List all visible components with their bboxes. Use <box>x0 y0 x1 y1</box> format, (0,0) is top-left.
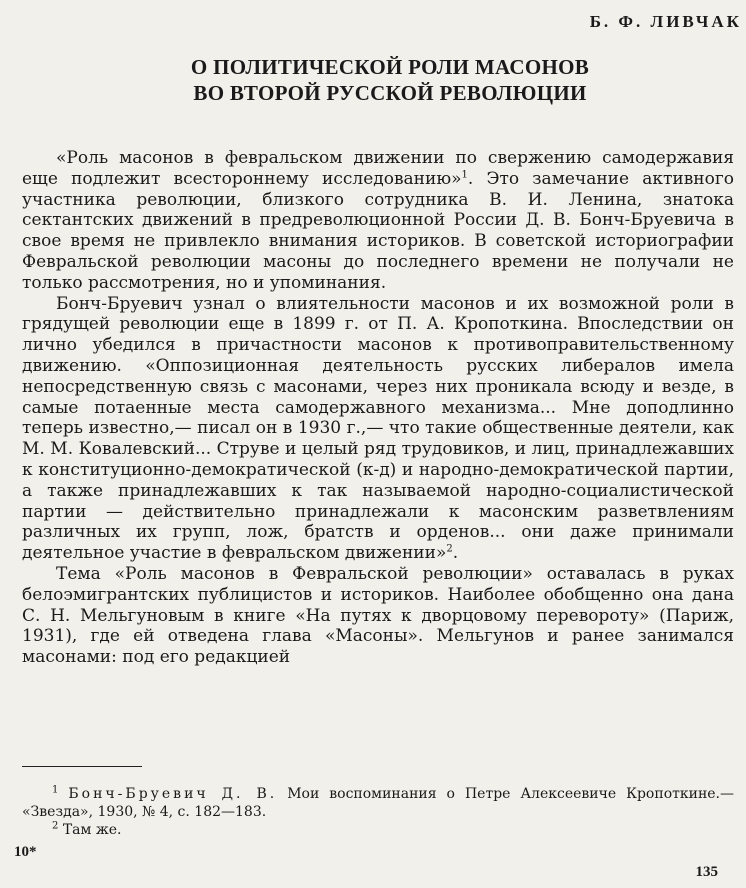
footnote-2-text: Там же. <box>58 822 122 838</box>
footnotes <box>22 785 734 839</box>
footnote-1-author: Бонч-Бруевич Д. В. <box>68 786 278 802</box>
paragraph-3: Тема «Роль масонов в Февральской революции» оставалась в руках белоэмигрантских публицистов и историков. Наиболее обобщенно она дана С. Н. Мельгуновым в книге «На путях к дворцовому перевороту» (Париж, 1931), где ей отведена глава «Масоны». Мельгунов и ранее занимался масонами: под его редакцией <box>22 563 734 668</box>
footnote-ref-2: 2 <box>446 543 453 555</box>
title-line-1: О ПОЛИТИЧЕСКОЙ РОЛИ МАСОНОВ <box>190 55 590 79</box>
footnote-2-number: 2 <box>52 820 59 832</box>
article-title <box>150 54 630 106</box>
footnote-2 <box>22 821 734 839</box>
footnote-1-text: Мои воспоминания о Петре Алексеевиче Кропоткине.— «Звезда», 1930, № 4, с. 182—183. <box>22 786 735 820</box>
author-name: Б. Ф. ЛИВЧАК <box>589 12 742 31</box>
paragraph-2-end: . <box>452 543 459 564</box>
page-number: 135 <box>695 864 718 880</box>
printer-signature: 10* <box>14 844 37 860</box>
paragraph-2-text: Бонч-Бруевич узнал о влиятельности масонов и их возможной роли в грядущей революции еще в 1899 г. от П. А. Кропоткина. Впоследствии он лично убедился в причастности масонов к противоправительственному движению. «Оппозиционная деятельность русских либералов имела непосредственную связь с масонами, через них проникала всюду и везде, в самые потаенные места самодержавного механизма... Мне доподлинно теперь известно,— писал он в 1930 г.,— что такие общественные деятели, как М. М. Ковалевский... Струве и целый ряд трудовиков, и лиц, принадлежавших к конституционно-демократической (к-д) и народно-демократической партии, а также принадлежавших к так называемой народно-социалистической партии — действительно принадлежали к масонским разветвлениям различных их групп, лож, братств и орденов... они даже принимали деятельное участие в февральском движении» <box>22 293 734 564</box>
footnote-1 <box>22 785 734 821</box>
footnote-ref-1: 1 <box>461 169 468 181</box>
footnote-1-number: 1 <box>52 784 59 796</box>
paragraph-1 <box>22 148 734 294</box>
paragraph-1-text: «Роль масонов в февральском движении по свержению самодержавия еще подлежит всестороннему исследованию» <box>22 148 734 189</box>
paragraph-2 <box>22 294 734 564</box>
footnote-divider <box>22 766 142 767</box>
paragraph-1-rest: . Это замечание активного участника революции, близкого сотрудника В. И. Ленина, знатока сектантских движений в предреволюционной России Д. В. Бонч-Бруевича в свое время не привлекло внимания историков. В советской историографии Февральской революции масоны до последнего времени не получали не только рассмотрения, но и упоминания. <box>22 168 734 293</box>
article-body <box>22 148 734 668</box>
title-line-2: ВО ВТОРОЙ РУССКОЙ РЕВОЛЮЦИИ <box>193 81 587 105</box>
